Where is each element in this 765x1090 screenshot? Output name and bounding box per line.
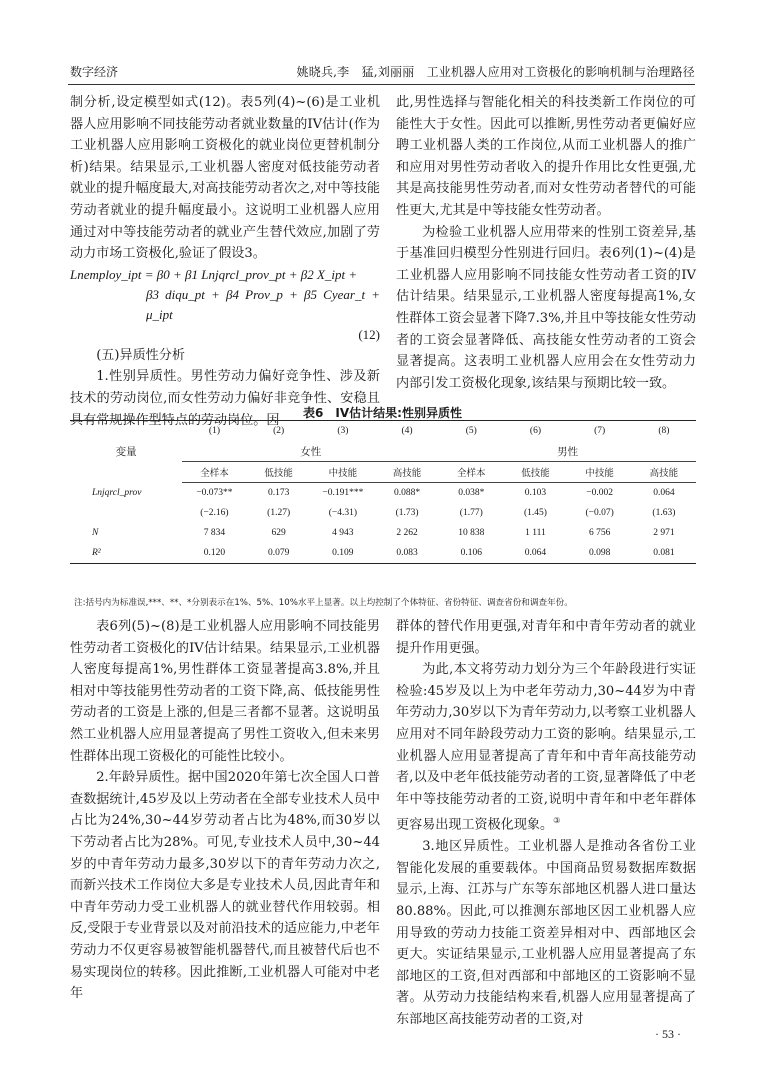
table-row (70, 483, 696, 504)
table-cell: 0.098 (568, 543, 632, 564)
table-row (70, 543, 696, 564)
subheader: 全样本 (182, 462, 246, 483)
subheader: 低技能 (503, 462, 567, 483)
table-cell: (1.45) (523, 508, 547, 518)
table-cell: 0.109 (311, 543, 375, 564)
table-cell: 0.079 (247, 543, 311, 564)
running-header: 姚晓兵,李 猛,刘丽丽 工业机器人应用对工资极化的影响机制与治理路径 (296, 65, 695, 79)
table-cell: 0.088* (393, 488, 421, 498)
table-row (70, 503, 696, 523)
left-column-top (70, 92, 380, 431)
table-cell: 2 971 (653, 528, 675, 538)
variable-header: 变量 (70, 421, 182, 483)
subheader: 中技能 (568, 462, 632, 483)
subheader: 中技能 (311, 462, 375, 483)
col-num: (8) (632, 421, 696, 442)
paragraph: 2.年龄异质性。据中国2020年第七次全国人口普查数据统计,45岁及以上劳动者在全部专业技术人员中占比为24%,30~44岁劳动者占比为48%,而30岁以下劳动者占比为28%。可见,专业技术人员中,30~44岁的中青年劳动力最多,30岁以下的青年劳动力次之,而新兴技术工作岗位大多是专业技术人员,因此青年和中青年劳动力受工业机器人的就业替代作用较弱。相反,受限于专业背景以及对前沿技术的适应能力,中老年劳动力不仅更容易被智能机器替代,而且被替代后也不易实现岗位的转移。因此推断,工业机器人可能对中老年 (70, 770, 380, 1002)
table-cell: −0.073** (196, 488, 233, 498)
paragraph: 为检验工业机器人应用带来的性别工资差异,基于基准回归模型分性别进行回归。表6列(1)~(4)是工业机器人应用影响不同技能女性劳动者工资的IV估计结果。结果显示,工业机器人密度每提高1%,女性群体工资会显著下降7.3%,并且中等技能女性劳动者的工资会显著降低、高技能女性劳动者的工资会显著提高。这表明工业机器人应用会在女性劳动力内部引发工资极化现象,该结果与预期比较一致。 (396, 224, 696, 391)
equation-line-1: Lnemploy_ipt = β0 + β1 Lnjqrcl_prov_pt + β2 X_ipt + (70, 266, 358, 282)
table-cell: (−4.31) (328, 508, 357, 518)
table-cell: 629 (271, 528, 286, 538)
table-cell: 0.103 (524, 488, 547, 498)
table-cell: 0.038* (458, 488, 485, 498)
right-column-top (396, 92, 696, 394)
table-cell: 10 838 (458, 528, 485, 538)
table-cell: (1.63) (652, 508, 676, 518)
paragraph: 1.性别异质性。男性劳动力偏好竞争性、涉及新技术的劳动岗位,而女性劳动力偏好非竞争性、安稳且具有常规操作型特点的劳动岗位。因 (70, 369, 380, 428)
table-cell: −0.191*** (322, 488, 364, 498)
paragraph-text: 为此,本文将劳动力划分为三个年龄段进行实证检验:45岁及以上为中老年劳动力,30~44岁为中青年劳动力,30岁以下为青年劳动力,以考察工业机器人应用对不同年龄段劳动力工资的影响。结果显示,工业机器人应用显著提高了青年和中青年高技能劳动者,以及中老年低技能劳动者的工资,显著降低了中老年中等技能劳动者的工资,说明中青年和中老年群体更容易出现工资极化现象。 (396, 662, 696, 833)
table-cell: (1.73) (395, 508, 419, 518)
paragraph: 表6列(5)~(8)是工业机器人应用影响不同技能男性劳动者工资极化的IV估计结果。结果显示,工业机器人密度每提高1%,男性群体工资显著提高3.8%,并且相对中等技能男性劳动者的工资下降,高、低技能男性劳动者的工资是上涨的,但是三者都不显著。这说明虽然工业机器人应用显著提高了男性工资收入,但未来男性群体出现工资极化的可能性比较小。 (70, 619, 380, 764)
footnote-marker[interactable]: ③ (553, 816, 561, 826)
table-note: 注:括号内为标准误,***、**、*分别表示在1%、5%、10%水平上显著。以上均控制了个体特征、省份特征、调查省份和调查年份。 (74, 598, 573, 608)
group-female: 女性 (182, 441, 439, 462)
equation-12 (70, 265, 380, 345)
page-number: · 53 · (655, 1027, 681, 1041)
table-cell: 1 111 (525, 528, 546, 538)
equation-number: (12) (358, 326, 380, 342)
paragraph: 群体的替代作用更强,对青年和中青年劳动者的就业提升作用更强。 (396, 619, 696, 656)
table-cell: 0.173 (267, 488, 290, 498)
equation-line-2: β3 diqu_pt + β4 Prov_p + β5 Cyear_t + μ_ipt (146, 286, 380, 322)
table-cell: (−0.07) (585, 508, 614, 518)
table-cell: 0.064 (653, 488, 675, 498)
table-caption: 表6 IV估计结果:性别异质性 (303, 406, 462, 420)
header-rule (68, 84, 695, 85)
col-num: (3) (311, 421, 375, 442)
row-label (70, 503, 182, 523)
subheader: 高技能 (375, 462, 439, 483)
table-cell: (1.77) (459, 508, 483, 518)
row-label: R² (70, 543, 182, 564)
table-cell: (−2.16) (200, 508, 229, 518)
table-cell: 2 262 (396, 528, 418, 538)
table-cell: 6 756 (588, 528, 611, 538)
table-6 (70, 420, 696, 564)
table-cell: 0.081 (632, 543, 696, 564)
subheader: 低技能 (247, 462, 311, 483)
table-cell: 0.083 (375, 543, 439, 564)
table-cell: 0.064 (503, 543, 567, 564)
journal-name: 数字经济 (70, 65, 119, 79)
col-num: (2) (247, 421, 311, 442)
left-column-bottom (70, 616, 380, 1005)
paragraph: 此,男性选择与智能化相关的科技类新工作岗位的可能性大于女性。因此可以推断,男性劳动者更偏好应聘工业机器人类的工作岗位,从而工业机器人的推广和应用对男性劳动者收入的提升作用比女性更强,尤其是高技能男性劳动者,而对女性劳动者替代的可能性更大,尤其是中等技能女性劳动者。 (396, 95, 696, 218)
row-label: N (92, 528, 99, 538)
col-num: (7) (568, 421, 632, 442)
table-cell: 0.106 (439, 543, 503, 564)
table-cell: 4 943 (332, 528, 354, 538)
table-cell: 0.120 (182, 543, 246, 564)
col-num: (4) (375, 421, 439, 442)
paragraph: 制分析,设定模型如式(12)。表5列(4)~(6)是工业机器人应用影响不同技能劳动者就业数量的IV估计(作为工业机器人应用影响工资极化的就业岗位更替机制分析)结果。结果显示,工业机器人密度对低技能劳动者就业的提升幅度最大,对高技能劳动者次之,对中等技能劳动者就业的提升幅度最小。这说明工业机器人应用通过对中等技能劳动者的就业产生替代效应,加剧了劳动力市场工资极化,验证了假设3。 (70, 95, 380, 262)
paragraph: 3.地区异质性。工业机器人是推动各省份工业智能化发展的重要载体。中国商品贸易数据库数据显示,上海、江苏与广东等东部地区机器人进口量达80.88%。因此,可以推测东部地区因工业机器人应用导致的劳动力技能工资差异相对中、西部地区会更大。实证结果显示,工业机器人应用显著提高了东部地区的工资,但对西部和中部地区的工资影响不显著。从劳动力技能结构来看,机器人应用显著提高了东部地区高技能劳动者的工资,对 (396, 839, 696, 1028)
table-cell: 7 834 (203, 528, 226, 538)
subheader: 全样本 (439, 462, 503, 483)
paragraph (396, 659, 696, 836)
table-cell: −0.002 (586, 488, 614, 498)
table-cell: (1.27) (267, 508, 291, 518)
section-heading: (五)异质性分析 (96, 347, 185, 363)
col-num: (1) (182, 421, 246, 442)
group-male: 男性 (439, 441, 696, 462)
row-label: Lnjqrcl_prov (92, 487, 142, 498)
table-row (70, 523, 696, 543)
col-num: (5) (439, 421, 503, 442)
col-num: (6) (503, 421, 567, 442)
right-column-bottom (396, 616, 696, 1031)
subheader: 高技能 (632, 462, 696, 483)
